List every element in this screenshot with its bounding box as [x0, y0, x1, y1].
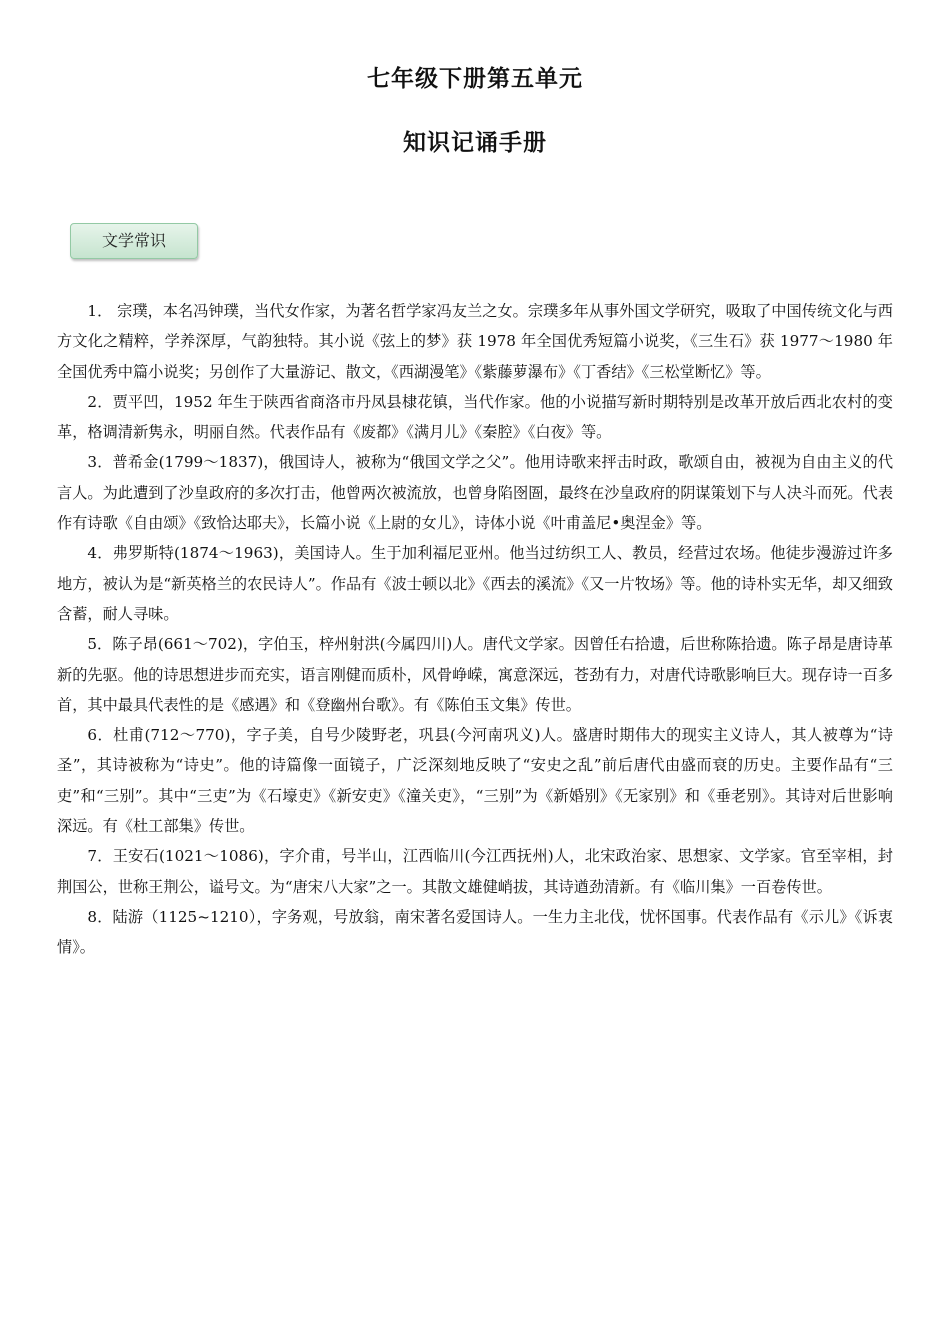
paragraph-wang-anshi: 7．王安石(1021～1086)，字介甫，号半山，江西临川(今江西抚州)人，北宋政治家、思想家、文学家。官至宰相，封荆国公，世称王荆公，谥号文。为“唐宋八大家”之一。其散文雄健峭拔，其诗遒劲清新。有《临川集》一百卷传世。 [57, 847, 893, 896]
paragraph-du-fu: 6．杜甫(712～770)，字子美，自号少陵野老，巩县(今河南巩义)人。盛唐时期伟大的现实主义诗人，其人被尊为“诗圣”，其诗被称为“诗史”。他的诗篇像一面镜子，广泛深刻地反映了“安史之乱”前后唐代由盛而衰的历史。主要作品有“三吏”和“三别”。其中“三吏”为《石壕吏》《新安吏》《潼关吏》，“三别”为《新婚别》《无家别》和《垂老别》。其诗对后世影响深远。有《杜工部集》传世。 [57, 726, 893, 836]
paragraph-frost: 4．弗罗斯特(1874～1963)，美国诗人。生于加利福尼亚州。他当过纺织工人、教员，经营过农场。他徒步漫游过许多地方，被认为是“新英格兰的农民诗人”。作品有《波士顿以北》《西去的溪流》《又一片牧场》等。他的诗朴实无华，却又细致含蓄，耐人寻味。 [57, 544, 893, 623]
paragraph-lu-you: 8．陆游（1125~1210），字务观，号放翁，南宋著名爱国诗人。一生力主北伐，忧怀国事。代表作品有《示儿》《诉衷情》。 [57, 907, 893, 957]
section-label-literary-knowledge: 文学常识 [70, 223, 198, 259]
paragraph-chen-ziang: 5．陈子昂(661～702)，字伯玉，梓州射洪(今属四川)人。唐代文学家。因曾任右拾遗，后世称陈拾遗。陈子昂是唐诗革新的先驱。他的诗思想进步而充实，语言刚健而质朴，风骨峥嵘，寓意深远，苍劲有力，对唐代诗歌影响巨大。现存诗一百多首，其中最具代表性的是《感遇》和《登幽州台歌》。有《陈伯玉文集》传世。 [57, 635, 893, 714]
paragraph-pushkin: 3．普希金(1799～1837)，俄国诗人，被称为“俄国文学之父”。他用诗歌来抨击时政，歌颂自由，被视为自由主义的代言人。为此遭到了沙皇政府的多次打击，他曾两次被流放，也曾身陷囹圄，最终在沙皇政府的阴谋策划下与人决斗而死。代表作有诗歌《自由颂》《致恰达耶夫》，长篇小说《上尉的女儿》，诗体小说《叶甫盖尼•奥涅金》等。 [57, 453, 893, 533]
document-body [57, 296, 893, 963]
paragraph-zongpu: 1． 宗璞，本名冯钟璞，当代女作家，为著名哲学家冯友兰之女。宗璞多年从事外国文学研究，吸取了中国传统文化与西方文化之精粹，学养深厚，气韵独特。其小说《弦上的梦》获 1978 年全国优秀短篇小说奖，《三生石》获 1977～1980 年全国优秀中篇小说奖；另创作了大量游记、散文，《西湖漫笔》《紫藤萝瀑布》《丁香结》《三松堂断忆》等。 [57, 302, 893, 381]
paragraph-jia-pingwa: 2．贾平凹，1952 年生于陕西省商洛市丹凤县棣花镇，当代作家。他的小说描写新时期特别是改革开放后西北农村的变革，格调清新隽永，明丽自然。代表作品有《废都》《满月儿》《秦腔》《白夜》等。 [57, 392, 893, 442]
document-title: 七年级下册第五单元 [367, 65, 583, 92]
document-subtitle: 知识记诵手册 [403, 129, 547, 156]
